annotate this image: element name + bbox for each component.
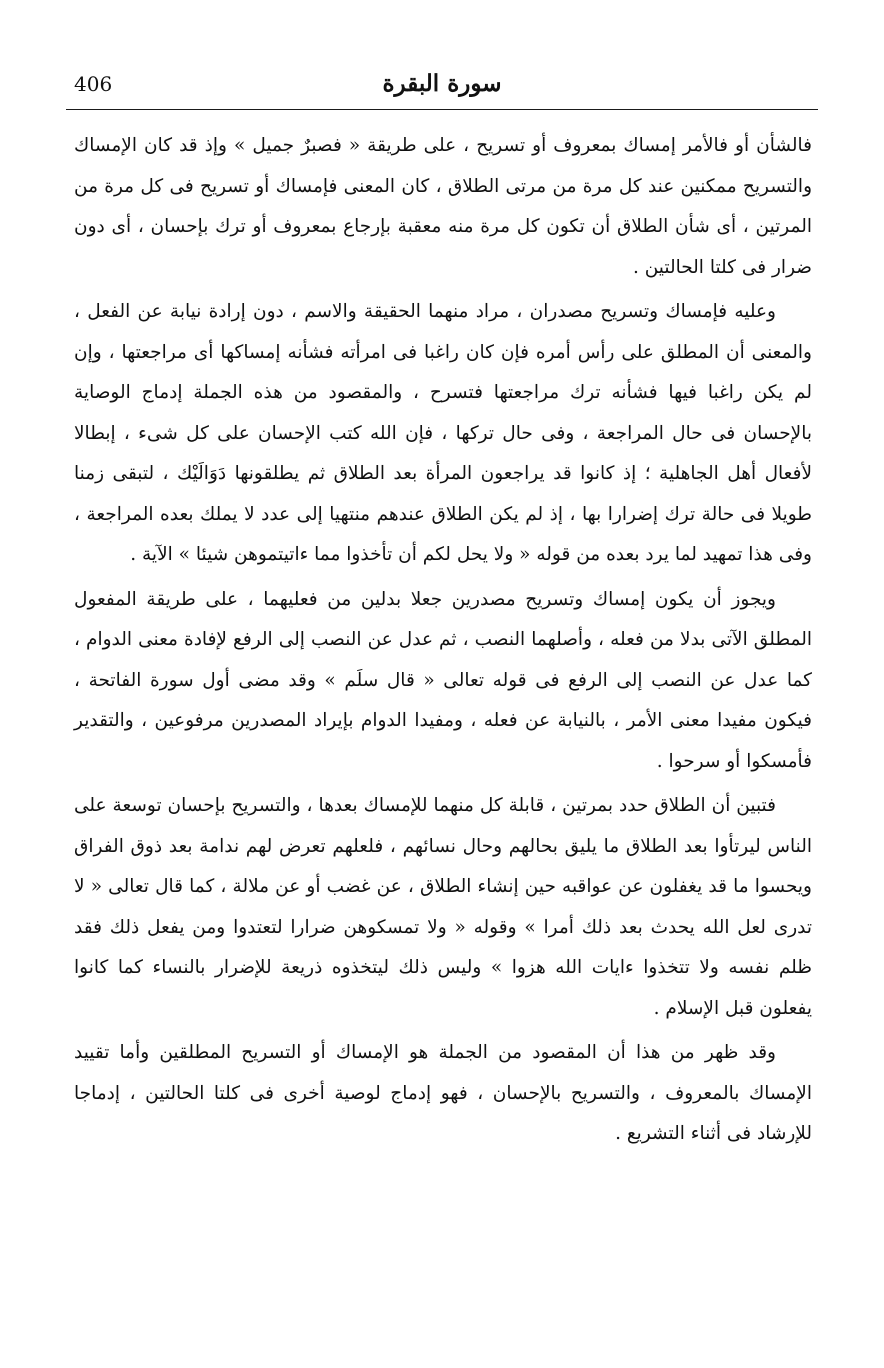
paragraph: فتبين أن الطلاق حدد بمرتين ، قابلة كل منهما للإمساك بعدها ، والتسريح بإحسان توسعة على الناس ليرتأوا بعد الطلاق ما يليق بحالهم وحال نسائهم ، فلعلهم تعرض لهم ندامة بعد ذوق الفراق ويحسوا ما قد يغفلون عن عواقبه حين إنشاء الطلاق ، عن غضب أو عن ملالة ، كما قال تعالى « لا تدرى لعل الله يحدث بعد ذلك أمرا » وقوله « ولا تمسكوهن ضرارا لتعتدوا ومن يفعل ذلك فقد ظلم نفسه ولا تتخذوا ءايات الله هزوا » وليس ذلك ليتخذوه ذريعة للإضرار بالنساء كما كانوا يفعلون قبل الإسلام .: [74, 795, 812, 1019]
body-text: [74, 126, 812, 1155]
running-title: سورة البقرة: [382, 70, 502, 97]
paragraph: وعليه فإمساك وتسريح مصدران ، مراد منهما الحقيقة والاسم ، دون إرادة نيابة عن الفعل ، والمعنى أن المطلق على رأس أمره فإن كان راغبا فى امرأته فشأنه إمساكها أى مراجعتها ، وإن لم يكن راغبا فيها فشأنه ترك مراجعتها فتسرح ، والمقصود من هذه الجملة إدماج الوصاية بالإحسان فى حال المراجعة ، وفى حال تركها ، فإن الله كتب الإحسان على كل شىء ، إبطالا لأفعال أهل الجاهلية ؛ إذ كانوا قد يراجعون المرأة بعد الطلاق ثم يطلقونها دَوَالَيْك ، لتبقى زمنا طويلا فى حالة ترك إضرارا بها ، إذ لم يكن الطلاق عندهم منتهيا إلى عدد لا يملك بعده المراجعة ، وفى هذا تمهيد لما يرد بعده من قوله « ولا يحل لكم أن تأخذوا مما ءاتيتموهن شيئا » الآية .: [74, 301, 812, 565]
page-header: [66, 64, 818, 110]
paragraph: فالشأن أو فالأمر إمساك بمعروف أو تسريح ، على طريقة « فصبرٌ جميل » وإذ قد كان الإمساك والتسريح ممكنين عند كل مرة من مرتى الطلاق ، كان المعنى فإمساك أو تسريح فى كل مرة من المرتين ، أى شأن الطلاق أن تكون كل مرة منه معقبة بإرجاع بمعروف أو ترك بإحسان ، أى دون ضرار فى كلتا الحالتين .: [74, 135, 812, 278]
header-divider: [66, 109, 818, 110]
paragraph: وقد ظهر من هذا أن المقصود من الجملة هو الإمساك أو التسريح المطلقين وأما تقييد الإمساك بالمعروف ، والتسريح بالإحسان ، فهو إدماج لوصية أخرى فى كلتا الحالتين ، إدماجا للإرشاد فى أثناء التشريع .: [74, 1042, 812, 1144]
paragraph: ويجوز أن يكون إمساك وتسريح مصدرين جعلا بدلين من فعليهما ، على طريقة المفعول المطلق الآتى بدلا من فعله ، وأصلهما النصب ، ثم عدل عن النصب إلى الرفع لإفادة معنى الدوام ، كما عدل عن النصب إلى الرفع فى قوله تعالى « قال سلَم » وقد مضى أول سورة الفاتحة ، فيكون مفيدا معنى الأمر ، بالنيابة عن فعله ، ومفيدا الدوام بإيراد المصدرين مرفوعين ، والتقدير فأمسكوا أو سرحوا .: [74, 588, 813, 772]
page-number: 406: [74, 72, 113, 96]
